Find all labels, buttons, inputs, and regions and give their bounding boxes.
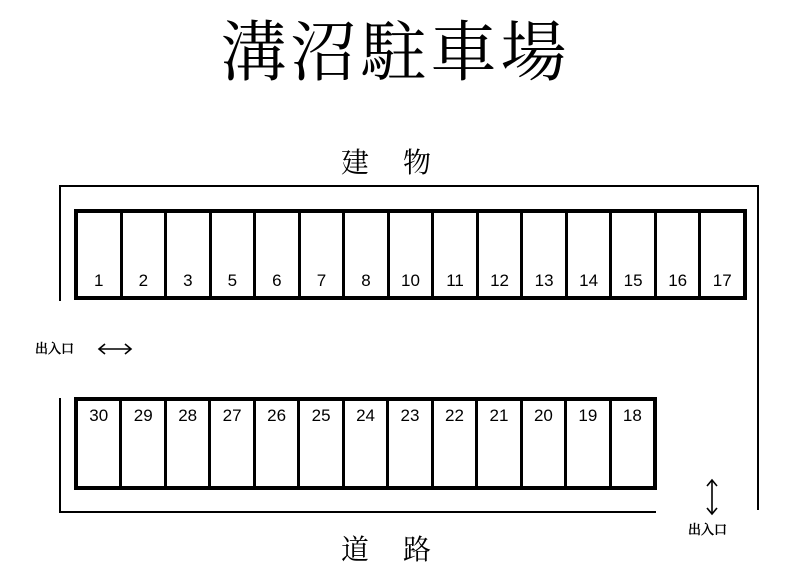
- parking-row-bottom: [74, 397, 657, 490]
- parking-space-number: 27: [222, 406, 242, 425]
- parking-space-number: 19: [578, 406, 598, 425]
- entrance-right-label: 出入口: [688, 522, 728, 537]
- parking-space-number: 17: [712, 271, 732, 290]
- parking-space-number: 22: [445, 406, 464, 425]
- lot-boundary-right: [757, 185, 759, 510]
- parking-space: [122, 401, 166, 486]
- parking-space: [523, 213, 568, 296]
- parking-space: [167, 401, 211, 486]
- parking-space-number: 2: [138, 271, 149, 290]
- parking-space-number: 7: [316, 271, 327, 290]
- parking-space: [123, 213, 168, 296]
- parking-space: [301, 213, 346, 296]
- parking-space: [212, 213, 257, 296]
- parking-space: [78, 401, 122, 486]
- parking-space-number: 16: [668, 271, 688, 290]
- road-label: 道路: [341, 533, 466, 566]
- parking-space: [390, 213, 435, 296]
- parking-space-number: 18: [622, 406, 642, 425]
- parking-space: [389, 401, 433, 486]
- parking-space: [211, 401, 255, 486]
- building-label: 建物: [341, 146, 466, 179]
- parking-space-number: 3: [183, 271, 193, 290]
- parking-space: [345, 213, 390, 296]
- parking-space-number: 25: [311, 406, 331, 425]
- parking-space-number: 28: [178, 406, 198, 425]
- page-title: 溝沼駐車場: [220, 14, 571, 91]
- parking-space: [434, 213, 479, 296]
- parking-space-number: 1: [94, 271, 104, 290]
- lot-boundary-top: [59, 185, 759, 187]
- parking-space-number: 30: [89, 406, 109, 425]
- parking-space: [612, 213, 657, 296]
- parking-space: [256, 401, 300, 486]
- lot-boundary-bottom: [59, 511, 656, 513]
- lot-boundary-left-lower: [59, 398, 61, 513]
- parking-space: [345, 401, 389, 486]
- up-down-arrow-icon: [704, 478, 720, 516]
- lot-boundary-left-upper: [59, 185, 61, 301]
- parking-space: [657, 213, 702, 296]
- parking-space-number: 5: [227, 271, 238, 290]
- parking-space: [479, 213, 524, 296]
- parking-row-top: [74, 209, 747, 300]
- parking-space-number: 24: [356, 406, 375, 425]
- entrance-left-label: 出入口: [35, 341, 75, 356]
- parking-space-number: 21: [489, 406, 509, 425]
- parking-space-number: 12: [490, 271, 509, 290]
- parking-space-number: 20: [533, 406, 553, 425]
- parking-space-number: 26: [267, 406, 287, 425]
- parking-space: [434, 401, 478, 486]
- parking-space-number: 29: [133, 406, 153, 425]
- parking-space-number: 6: [272, 271, 282, 290]
- parking-space: [256, 213, 301, 296]
- parking-space: [300, 401, 344, 486]
- parking-space-number: 14: [579, 271, 599, 290]
- parking-space-number: 13: [534, 271, 554, 290]
- parking-space: [523, 401, 567, 486]
- parking-space-number: 15: [623, 271, 643, 290]
- parking-space: [701, 213, 743, 296]
- parking-space: [78, 213, 123, 296]
- parking-space: [612, 401, 653, 486]
- parking-space-number: 11: [446, 271, 464, 290]
- parking-space-number: 8: [361, 271, 371, 290]
- parking-space: [478, 401, 522, 486]
- parking-space-number: 10: [401, 271, 420, 290]
- parking-space: [568, 213, 613, 296]
- left-right-arrow-icon: [97, 341, 133, 357]
- parking-space: [567, 401, 611, 486]
- parking-space: [167, 213, 212, 296]
- parking-space-number: 23: [400, 406, 420, 425]
